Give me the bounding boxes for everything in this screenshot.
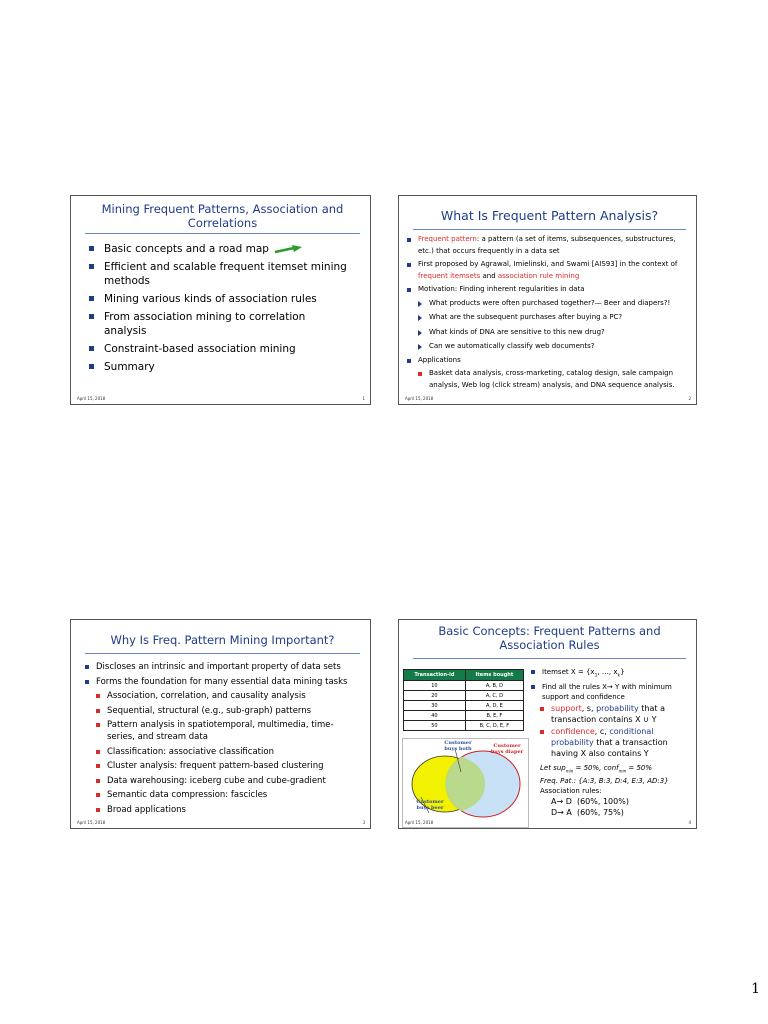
- bullet-icon: [540, 707, 544, 711]
- list-item: Motivation: Finding inherent regularities in data What products were often purchased together?— Beer and diapers?! What are the subsequent purchases after buying a PC? What kinds of DNA are sensitive to this new drug? Can we automatically classify web documents?: [407, 284, 689, 353]
- slide-number: 3: [362, 820, 365, 825]
- page-number: 1: [751, 981, 760, 997]
- table-header-row: [404, 670, 524, 681]
- bullet-icon: [89, 264, 94, 269]
- list-item: Find all the rules X→ Y with minimum support and confidence: [531, 682, 691, 702]
- table-row: 40 B, E, F: [404, 711, 524, 721]
- title-rule: [85, 653, 360, 654]
- bullet-icon: [418, 372, 422, 376]
- bullet-icon: [418, 330, 422, 336]
- bullet-icon: [407, 263, 411, 267]
- list-item: First proposed by Agrawal, Imielinski, and Swami [AIS93] in the context of frequent itemsets and association rule mining: [407, 259, 689, 282]
- list-item: Pattern analysis in spatiotemporal, multimedia, time- series, and stream data: [96, 719, 365, 743]
- slide-1: [70, 195, 371, 405]
- list-item: Data warehousing: iceberg cube and cube-gradient: [96, 775, 365, 787]
- bullet-icon: [96, 793, 100, 797]
- bullet-icon: [418, 301, 422, 307]
- list-item: confidence, c, conditional probability that a transaction having X also contains Y: [531, 726, 691, 759]
- list-item: Frequent pattern: a pattern (a set of items, subsequences, substructures, etc.) that occurs frequently in a data set: [407, 234, 689, 257]
- list-item: Semantic data compression: fascicles: [96, 789, 365, 801]
- slide-title: Mining Frequent Patterns, Association and Correlations: [101, 202, 344, 231]
- table-row: 10 A, B, D: [404, 681, 524, 691]
- bullet-icon: [531, 670, 535, 674]
- slide-3: [70, 619, 371, 829]
- list-item: From association mining to correlation analysis: [89, 310, 359, 338]
- bullet-icon: [96, 750, 100, 754]
- bullet-icon: [89, 364, 94, 369]
- slide-date: April 15, 2018: [405, 396, 434, 401]
- list-item: Summary: [89, 360, 359, 374]
- table-row: 50 B, C, D, E, F: [404, 721, 524, 731]
- concepts-text: [531, 667, 691, 818]
- bullet-list: [407, 234, 689, 391]
- bullet-icon: [89, 346, 94, 351]
- column-header: Transaction-id: [404, 670, 466, 681]
- slide-number: 2: [688, 396, 691, 401]
- bullet-icon: [407, 359, 411, 363]
- table-row: 30 A, D, E: [404, 701, 524, 711]
- bullet-icon: [540, 730, 544, 734]
- list-item: Forms the foundation for many essential data mining tasks Association, correlation, and causality analysis Sequential, structural (e.g., sub-graph) patterns Pattern analysis in spatiotemporal, multimedia, time- series, and stream data Classification: associative classification Cluster analysis: frequent pattern-based clustering Data warehousing: iceberg cube and cube-gradient Semantic data compression: fascicles Broad applications: [85, 676, 365, 816]
- slide-date: April 15, 2018: [405, 820, 434, 825]
- list-item: Broad applications: [96, 804, 365, 816]
- list-item: Classification: associative classification: [96, 746, 365, 758]
- bullet-icon: [89, 314, 94, 319]
- list-item: What kinds of DNA are sensitive to this new drug?: [418, 327, 689, 339]
- list-item: Basket data analysis, cross-marketing, catalog design, sale campaign analysis, Web log (click stream) analysis, and DNA sequence analysis.: [418, 368, 689, 391]
- table-row: 20 A, C, D: [404, 691, 524, 701]
- list-item: Constraint-based association mining: [89, 342, 359, 356]
- sub-list: [96, 690, 365, 816]
- bullet-icon: [418, 344, 422, 350]
- list-item: Cluster analysis: frequent pattern-based clustering: [96, 760, 365, 772]
- column-header: Items bought: [465, 670, 523, 681]
- bullet-icon: [96, 808, 100, 812]
- list-item: Mining various kinds of association rules: [89, 292, 359, 306]
- bullet-list: [85, 661, 365, 816]
- venn-label-diaper: Customer buys diaper: [490, 743, 524, 755]
- bullet-icon: [96, 779, 100, 783]
- sub-list: [418, 368, 689, 391]
- slide-date: April 15, 2018: [77, 820, 106, 825]
- bullet-icon: [96, 694, 100, 698]
- slide-title: What Is Frequent Pattern Analysis?: [440, 208, 659, 223]
- list-item: Can we automatically classify web documents?: [418, 341, 689, 353]
- bullet-icon: [96, 723, 100, 727]
- bullet-icon: [85, 680, 89, 684]
- venn-label-both: Customer buys both: [444, 740, 472, 752]
- assoc-label: Association rules:: [540, 786, 602, 795]
- bullet-icon: [407, 238, 411, 242]
- slide-4: [398, 619, 697, 829]
- bullet-icon: [96, 709, 100, 713]
- slide-title: Basic Concepts: Frequent Patterns and Association Rules: [438, 624, 661, 653]
- bullet-icon: [531, 685, 535, 689]
- bullet-icon: [85, 665, 89, 669]
- bullet-icon: [89, 296, 94, 301]
- bullet-icon: [89, 246, 94, 251]
- list-item: What are the subsequent purchases after buying a PC?: [418, 312, 689, 324]
- slide-date: April 15, 2018: [77, 396, 106, 401]
- list-item: Applications Basket data analysis, cross-marketing, catalog design, sale campaign analysis, Web log (click stream) analysis, and DNA sequence analysis.: [407, 355, 689, 392]
- list-item: Sequential, structural (e.g., sub-graph) patterns: [96, 705, 365, 717]
- slide-2: [398, 195, 697, 405]
- title-rule: [85, 233, 360, 234]
- thresholds: Let sup$_{min}$ = 50%, conf$_{min}$ = 50%: [540, 764, 653, 774]
- slide-number: 4: [688, 820, 691, 825]
- transactions-table: [403, 669, 524, 731]
- bullet-icon: [418, 315, 422, 321]
- venn-label-beer: Customer buys beer: [416, 799, 444, 811]
- slide-title: Why Is Freq. Pattern Mining Important?: [110, 633, 335, 647]
- title-rule: [413, 229, 686, 230]
- slide-number: 1: [362, 396, 365, 401]
- venn-diagram: [402, 738, 529, 828]
- freq-patterns: Freq. Pat.: {A:3, B:3, D:4, E:3, AD:3}: [540, 776, 669, 785]
- list-item: Basic concepts and a road map: [89, 242, 359, 256]
- list-item: support, s, probability that a transaction contains X ∪ Y: [531, 703, 691, 725]
- bullet-icon: [96, 764, 100, 768]
- bullet-list: [89, 242, 359, 374]
- title-rule: [413, 658, 686, 659]
- list-item: Efficient and scalable frequent itemset mining methods: [89, 260, 359, 288]
- rule-2: D→ A (60%, 75%): [551, 807, 624, 817]
- list-item: Itemset $X = \{x_1$, …, $x_k$}: [531, 667, 691, 681]
- arrow-icon: [274, 244, 304, 254]
- rule-1: A→ D (60%, 100%): [551, 796, 629, 806]
- list-item: Discloses an intrinsic and important property of data sets: [85, 661, 365, 673]
- list-item: Association, correlation, and causality analysis: [96, 690, 365, 702]
- bullet-icon: [407, 288, 411, 292]
- sub-list: [418, 298, 689, 353]
- list-item: What products were often purchased together?— Beer and diapers?!: [418, 298, 689, 310]
